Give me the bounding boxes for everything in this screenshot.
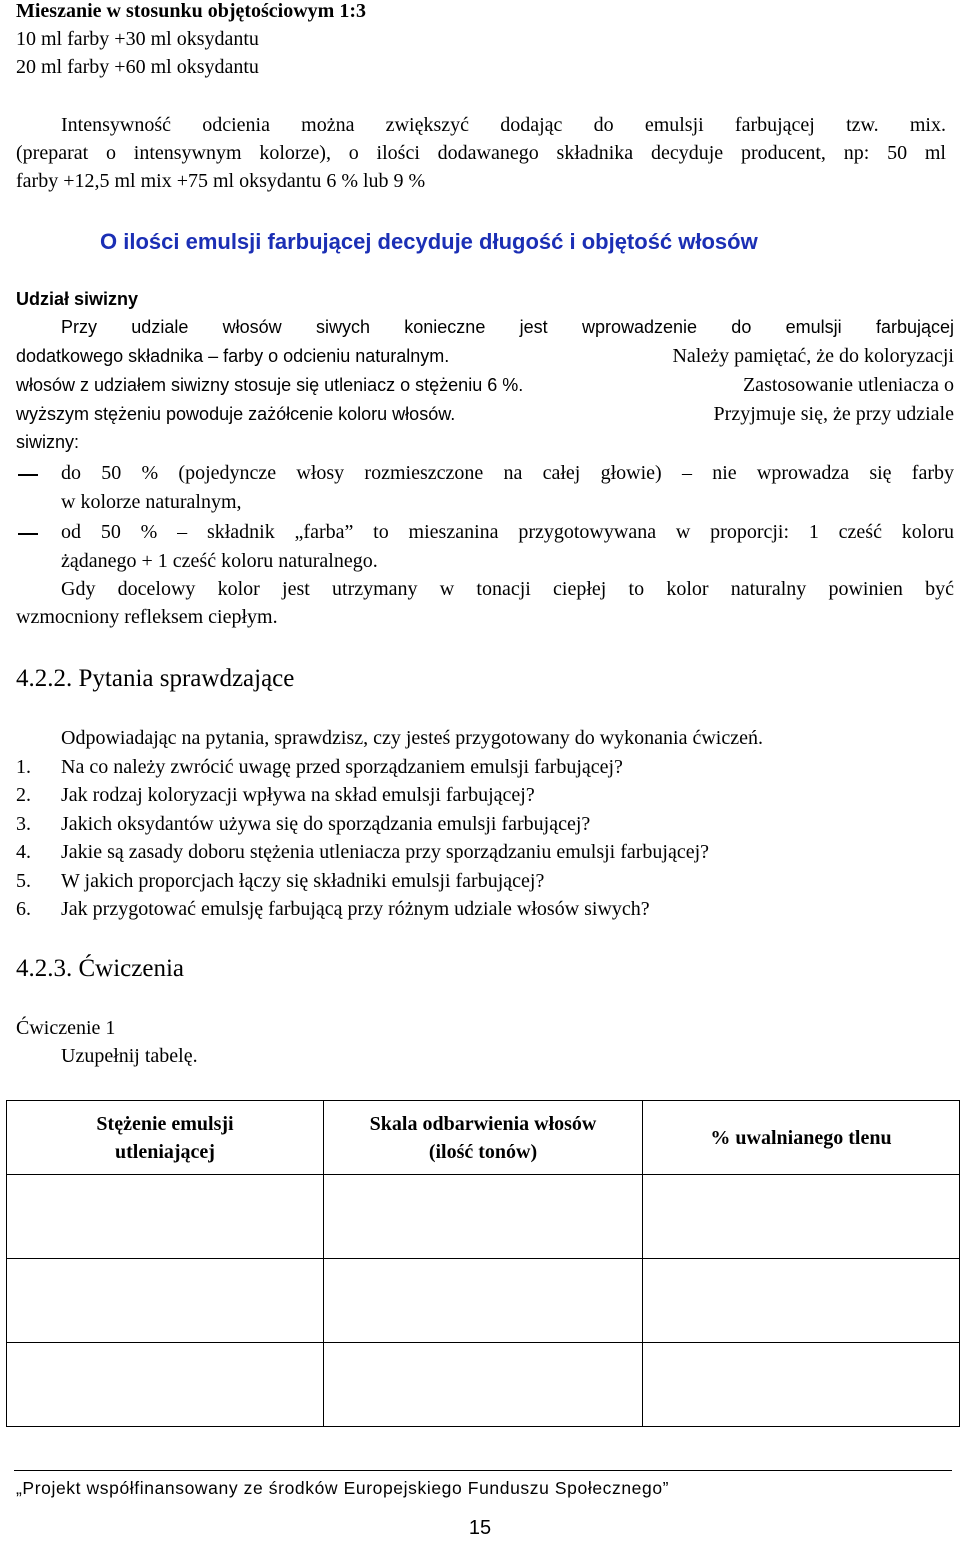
exercise-table	[6, 1100, 960, 1427]
gray-paragraph-line	[16, 345, 954, 368]
exercises-heading: 4.2.3. Ćwiczenia	[16, 955, 185, 982]
question-number: 5.	[16, 870, 31, 892]
gray-paragraph-line: siwizny:	[16, 432, 80, 452]
footer-rule	[14, 1470, 952, 1471]
dash-bullet	[18, 533, 38, 535]
dash-bullet	[18, 474, 38, 476]
intensity-paragraph-line: (preparat o intensywnym kolorze), o ilości dodawanego składnika decyduje producent, np: 50 ml	[16, 142, 946, 164]
gray-text-fragment: włosów z udziałem siwizny stosuje się utleniacz o stężeniu 6 %.	[16, 375, 524, 395]
exercise-instruction: Uzupełnij tabelę.	[61, 1045, 198, 1067]
question-number: 6.	[16, 898, 31, 920]
question-text: W jakich proporcjach łączy się składniki emulsji farbującej?	[61, 870, 545, 892]
table-cell[interactable]	[324, 1175, 643, 1259]
gray-text-fragment: wyższym stężeniu powoduje zażółcenie koloru włosów.	[16, 404, 456, 424]
intensity-paragraph-line: Intensywność odcienia można zwiększyć dodając do emulsji farbującej tzw. mix.	[61, 114, 946, 136]
bullet-line: do 50 % (pojedyncze włosy rozmieszczone na całej głowie) – nie wprowadza się farby	[61, 462, 954, 484]
gray-text-fragment: Zastosowanie utleniacza o	[742, 374, 954, 396]
header-line: Stężenie emulsji	[96, 1112, 234, 1135]
page-number: 15	[468, 1517, 492, 1539]
table-cell[interactable]	[324, 1259, 643, 1343]
gray-paragraph-line: Przy udziale włosów siwych konieczne jest wprowadzenie do emulsji farbującej	[61, 317, 954, 337]
question-text: Jakie są zasady doboru stężenia utleniacza przy sporządzaniu emulsji farbującej?	[61, 841, 710, 863]
bullet-line: żądanego + 1 cześć koloru naturalnego.	[61, 550, 378, 572]
question-number: 4.	[16, 841, 31, 863]
questions-intro: Odpowiadając na pytania, sprawdzisz, czy jesteś przygotowany do wykonania ćwiczeń.	[61, 727, 763, 749]
note-line: Gdy docelowy kolor jest utrzymany w tonacji ciepłej to kolor naturalny powinien być	[61, 578, 954, 600]
intensity-paragraph-line: farby +12,5 ml mix +75 ml oksydantu 6 % lub 9 %	[16, 170, 426, 192]
mix-ratio-line: 20 ml farby +60 ml oksydantu	[16, 56, 259, 78]
table-cell[interactable]	[324, 1343, 643, 1427]
gray-text-fragment: Należy pamiętać, że do koloryzacji	[672, 345, 954, 367]
gray-text-fragment: Przyjmuje się, że przy udziale	[713, 403, 954, 425]
question-number: 2.	[16, 784, 31, 806]
bullet-line: od 50 % – składnik „farba” to mieszanina przygotowywana w proporcji: 1 cześć koloru	[61, 521, 954, 543]
table-row	[7, 1259, 960, 1343]
footer-text: „Projekt współfinansowany ze środków Europejskiego Funduszu Społecznego”	[16, 1478, 670, 1498]
question-text: Jak przygotować emulsję farbującą przy różnym udziale włosów siwych?	[61, 898, 650, 920]
bullet-line: w kolorze naturalnym,	[61, 491, 242, 513]
table-row	[7, 1175, 960, 1259]
table-cell[interactable]	[643, 1259, 960, 1343]
exercise-title: Ćwiczenie 1	[16, 1017, 116, 1039]
table-cell[interactable]	[7, 1343, 324, 1427]
questions-heading: 4.2.2. Pytania sprawdzające	[16, 665, 295, 692]
question-number: 1.	[16, 756, 31, 778]
gray-paragraph-line	[16, 403, 954, 426]
mix-title: Mieszanie w stosunku objętościowym 1:3	[16, 0, 366, 22]
question-text: Jakich oksydantów używa się do sporządzania emulsji farbującej?	[61, 813, 591, 835]
question-text: Jak rodzaj koloryzacji wpływa na skład emulsji farbującej?	[61, 784, 535, 806]
table-cell[interactable]	[643, 1175, 960, 1259]
gray-text-fragment: dodatkowego składnika – farby o odcieniu naturalnym.	[16, 346, 450, 366]
table-row	[7, 1343, 960, 1427]
table-cell[interactable]	[7, 1259, 324, 1343]
table-header-cell	[643, 1101, 960, 1175]
table-header-cell	[324, 1101, 643, 1175]
header-line: (ilość tonów)	[428, 1140, 538, 1163]
gray-section-title: Udział siwizny	[16, 289, 139, 309]
table-cell[interactable]	[7, 1175, 324, 1259]
note-line: wzmocniony refleksem ciepłym.	[16, 606, 278, 628]
header-line: % uwalnianego tlenu	[710, 1126, 892, 1149]
table-header-row	[7, 1101, 960, 1175]
header-line: Skala odbarwienia włosów	[369, 1112, 597, 1135]
highlight-heading: O ilości emulsji farbującej decyduje długość i objętość włosów	[100, 229, 758, 254]
gray-paragraph-line	[16, 374, 954, 397]
table-cell[interactable]	[643, 1343, 960, 1427]
question-text: Na co należy zwrócić uwagę przed sporządzaniem emulsji farbującej?	[61, 756, 623, 778]
mix-ratio-line: 10 ml farby +30 ml oksydantu	[16, 28, 259, 50]
header-line: utleniającej	[115, 1140, 215, 1163]
table-header-cell	[7, 1101, 324, 1175]
question-number: 3.	[16, 813, 31, 835]
